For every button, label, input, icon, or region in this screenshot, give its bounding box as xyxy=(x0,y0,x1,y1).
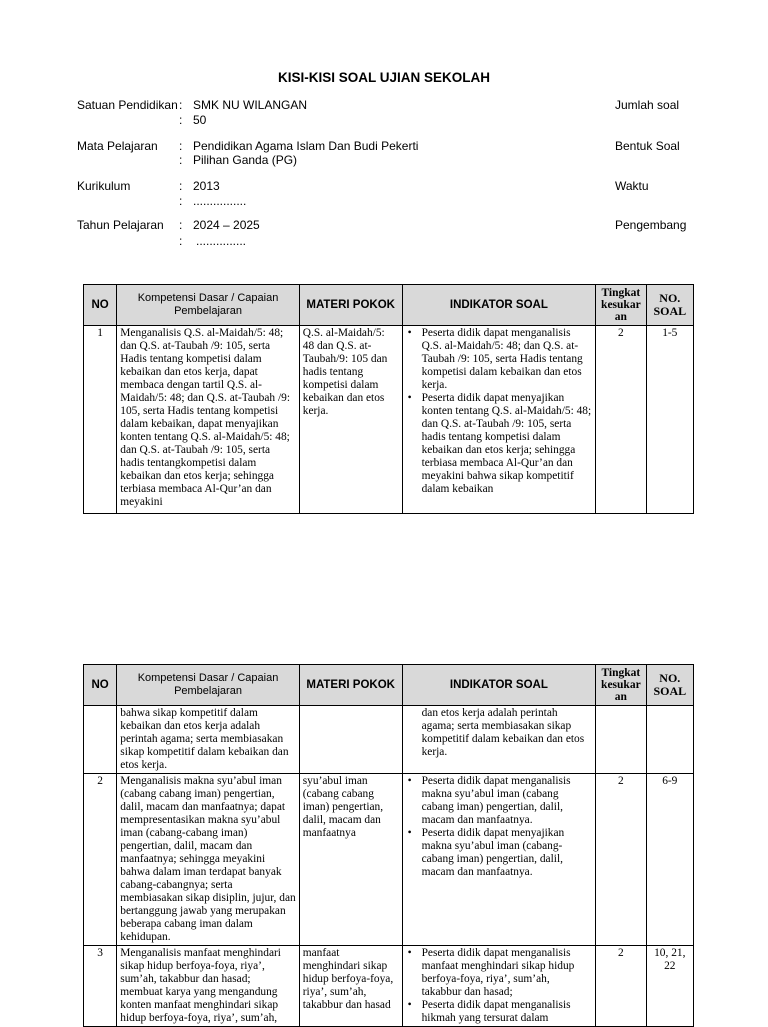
jumlah-value: 50 xyxy=(193,113,207,127)
row-materi: manfaat menghindari sikap hidup berfoya-foya, riya’, sum’ah, takabbur dan hasad xyxy=(299,946,402,1027)
row-nosoal: 1-5 xyxy=(646,326,693,514)
row-materi: syu’abul iman (cabang cabang iman) pengertian, dalil, macam dan manfaatnya xyxy=(299,774,402,946)
indikator-list xyxy=(406,775,593,879)
kurikulum-label: Kurikulum xyxy=(77,179,131,193)
table-row xyxy=(84,774,694,946)
satuan-label: Satuan Pendidikan xyxy=(77,98,178,112)
table-row xyxy=(84,326,694,514)
header-materi: MATERI POKOK xyxy=(299,665,402,706)
row-kompetensi: Menganalisis makna syu’abul iman (cabang cabang iman) pengertian, dalil, macam dan manfaatnya; dapat mempresentasikan makna syu’abul iman (cabang-cabang iman) pengertian, dalil, macam dan manfaatnya; sehingga meyakini bahwa dalam iman terdapat banyak cabang-cabangnya; serta membiasakan sikap disiplin, jujur, dan bertanggung jawab yang merupakan beberapa cabang iman dalam kehidupan. xyxy=(117,774,299,946)
kisi-table-page-2 xyxy=(83,664,694,1027)
row-materi xyxy=(299,706,402,774)
header-kompetensi: Kompetensi Dasar / Capaian Pembelajaran xyxy=(117,665,299,706)
indikator-continuation: dan etos kerja adalah perintah agama; serta membiasakan sikap kompetitif dalam kebaikan dan etos kerja. xyxy=(421,707,585,758)
list-item: • Peserta didik dapat menganalisis Q.S. al-Maidah/5: 48; dan Q.S. at-Taubah /9: 105, serta Hadis tentang kompetisi dalam kebaikan dan etos kerja. xyxy=(422,327,593,392)
colon: : xyxy=(179,218,183,232)
row-no xyxy=(84,706,117,774)
pengembang-label: Pengembang xyxy=(615,218,687,232)
jumlah-label: Jumlah soal xyxy=(615,98,680,112)
colon: : xyxy=(179,98,183,112)
row-indikator xyxy=(402,946,596,1027)
tahun-label: Tahun Pelajaran xyxy=(77,218,164,232)
row-indikator xyxy=(402,774,596,946)
header-materi: MATERI POKOK xyxy=(299,285,402,326)
header-nosoal: NO. SOAL xyxy=(646,665,693,706)
list-item: • Peserta didik dapat menganalisis manfaat menghindari sikap hidup berfoya-foya, riya’, sum’ah, takabbur dan hasad; xyxy=(422,947,593,999)
table-row-continuation xyxy=(84,706,694,774)
row-materi: Q.S. al-Maidah/5: 48 dan Q.S. at-Taubah/9: 105 dan hadis tentang kompetisi dalam kebaikan dan etos kerja. xyxy=(299,326,402,514)
row-nosoal: 10, 21, 22 xyxy=(646,946,693,1027)
bentuk-value: Pilihan Ganda (PG) xyxy=(193,153,298,167)
document-title: KISI-KISI SOAL UJIAN SEKOLAH xyxy=(277,70,491,85)
row-no: 1 xyxy=(84,326,117,514)
table-header-row xyxy=(84,285,694,326)
satuan-value: SMK NU WILANGAN xyxy=(193,98,308,112)
header-no: NO xyxy=(84,665,117,706)
row-tingkat: 2 xyxy=(596,774,646,946)
row-no: 2 xyxy=(84,774,117,946)
mapel-label: Mata Pelajaran xyxy=(77,139,158,153)
row-nosoal xyxy=(646,706,693,774)
tahun-value: 2024 – 2025 xyxy=(193,218,260,232)
row-kompetensi: bahwa sikap kompetitif dalam kebaikan dan etos kerja adalah perintah agama; serta membiasakan sikap kompetitif dalam kebaikan dan etos kerja. xyxy=(117,706,299,774)
colon: : xyxy=(179,153,183,167)
list-item: • Peserta didik dapat menganalisis makna syu’abul iman (cabang cabang iman) pengertian, dalil, macam dan manfaatnya. xyxy=(422,775,593,827)
colon: : xyxy=(179,234,183,248)
colon: : xyxy=(179,113,183,127)
row-kompetensi xyxy=(117,326,299,514)
list-item: • Peserta didik dapat menganalisis hikmah yang tersurat dalam xyxy=(422,999,593,1025)
indikator-list xyxy=(406,947,593,1025)
row-indikator xyxy=(402,326,596,514)
row-nosoal: 6-9 xyxy=(646,774,693,946)
waktu-label: Waktu xyxy=(615,179,649,193)
indikator-wrap xyxy=(406,327,593,512)
waktu-value: ................ xyxy=(193,194,247,208)
header-tingkat: Tingkat kesukar an xyxy=(596,665,646,706)
bentuk-label: Bentuk Soal xyxy=(615,139,680,153)
header-kompetensi: Kompetensi Dasar / Capaian Pembelajaran xyxy=(117,285,299,326)
row-kompetensi: Menganalisis manfaat menghindari sikap hidup berfoya-foya, riya’, sum’ah, takabbur dan hasad; membuat karya yang mengandung konten manfaat menghindari sikap hidup berfoya-foya, riya’, sum’ah, xyxy=(117,946,299,1027)
row-no: 3 xyxy=(84,946,117,1027)
table-header-row xyxy=(84,665,694,706)
header-indikator: INDIKATOR SOAL xyxy=(402,285,596,326)
row-indikator xyxy=(402,706,596,774)
pengembang-value: ............... xyxy=(196,234,247,248)
indikator-list xyxy=(406,327,593,496)
row-tingkat: 2 xyxy=(596,946,646,1027)
kompetensi-text: Menganalisis Q.S. al-Maidah/5: 48; dan Q.S. at-Taubah /9: 105, serta Hadis tentang kompetisi dalam kebaikan dan etos kerja, dapat membaca dengan tartil Q.S. al-Maidah/5: 48; dan Q.S. at-Taubah /9: 105, serta Hadis tentang kompetisi dalam kebaikan, dapat menyajikan konten tentang Q.S. al-Maidah/5: 48; dan Q.S. at-Taubah /9: 105, serta hadis tentangkompetisi dalam kebaikan dan etos kerja; sehingga terbiasa membaca Al-Qur’an dan meyakini xyxy=(120,327,290,508)
row-tingkat xyxy=(596,706,646,774)
header-no: NO xyxy=(84,285,117,326)
header-nosoal: NO. SOAL xyxy=(646,285,693,326)
header-indikator: INDIKATOR SOAL xyxy=(402,665,596,706)
header-tingkat: Tingkat kesukar an xyxy=(596,285,646,326)
colon: : xyxy=(179,139,183,153)
colon: : xyxy=(179,194,183,208)
list-item: • Peserta didik dapat menyajikan makna syu’abul iman (cabang-cabang iman) pengertian, dalil, macam dan manfaatnya. xyxy=(422,827,593,879)
kisi-table-page-1 xyxy=(83,284,694,514)
row-tingkat: 2 xyxy=(596,326,646,514)
list-item: • Peserta didik dapat menyajikan konten tentang Q.S. al-Maidah/5: 48; dan Q.S. at-Taubah /9: 105, serta hadis tentang kompetisi dalam kebaikan dan etos kerja; sehingga terbiasa membaca Al-Qur’an dan meyakini bahwa sikap kompetitif dalam kebaikan xyxy=(422,392,593,496)
colon: : xyxy=(179,179,183,193)
kurikulum-value: 2013 xyxy=(193,179,220,193)
mapel-value: Pendidikan Agama Islam Dan Budi Pekerti xyxy=(193,139,419,153)
table-row xyxy=(84,946,694,1027)
